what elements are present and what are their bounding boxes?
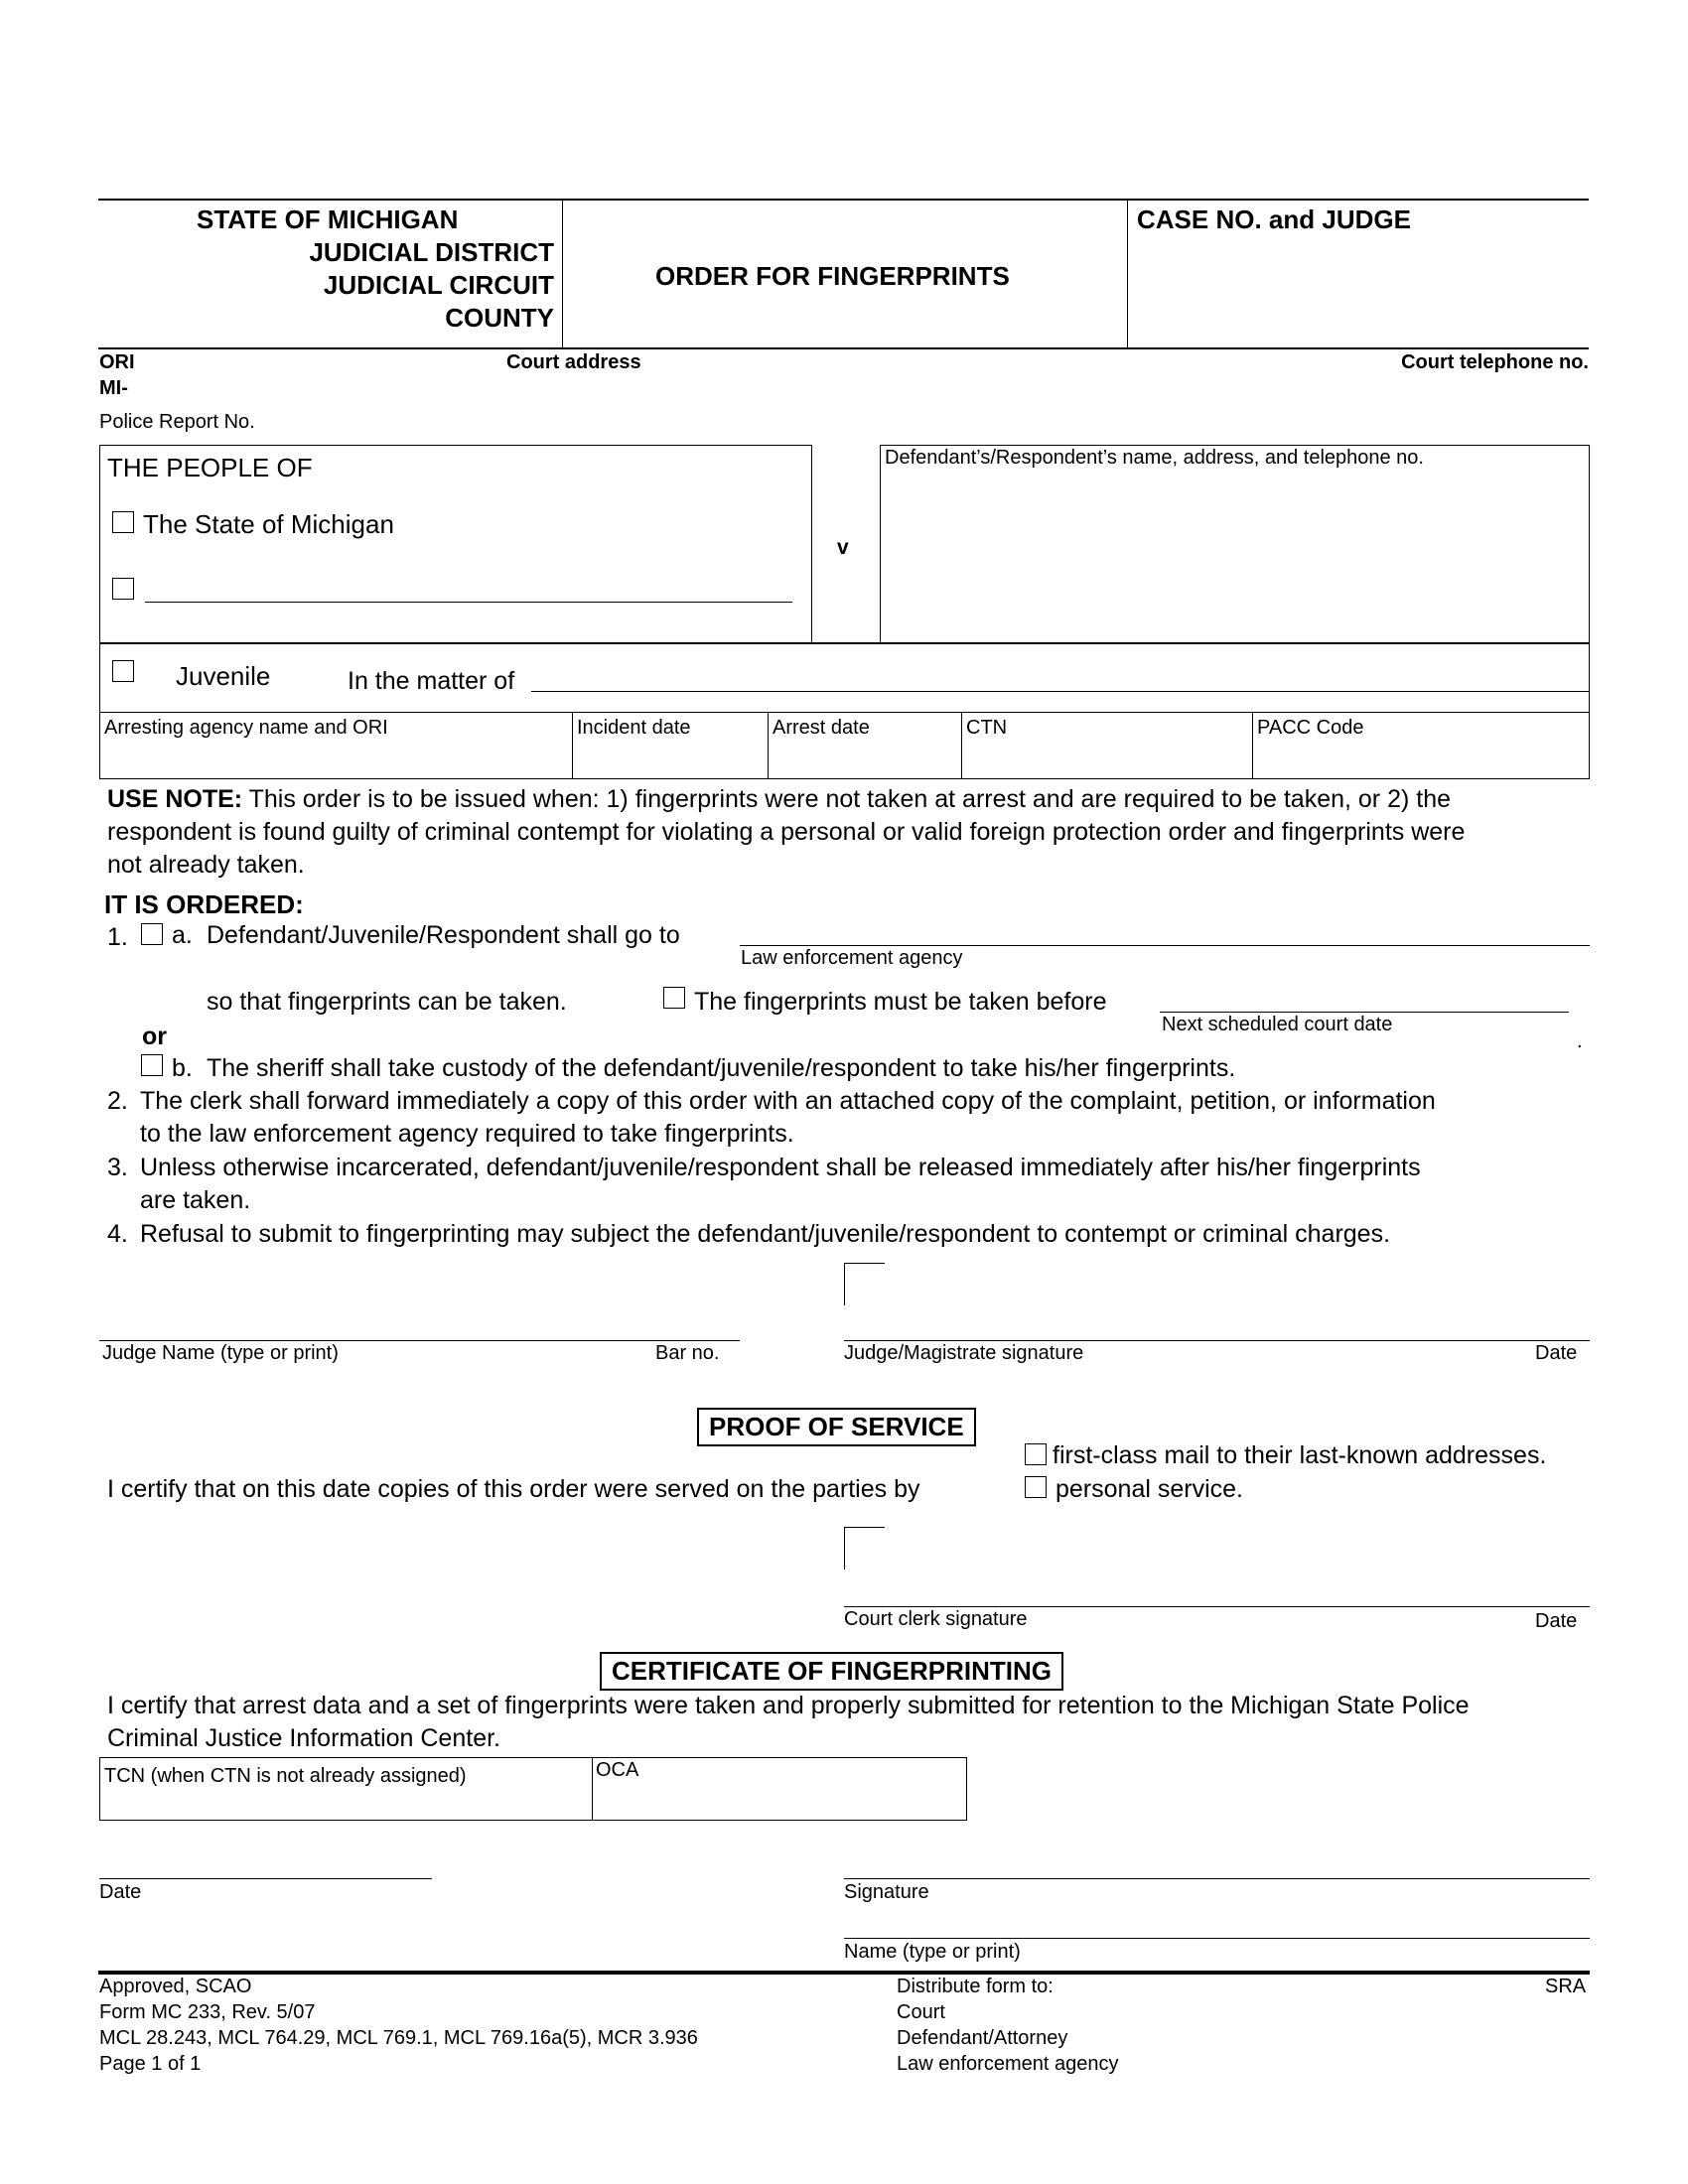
state-of-michigan-label: The State of Michigan <box>143 509 394 539</box>
arrest-date-label: Arrest date <box>773 717 870 739</box>
first-class-mail-label: first-class mail to their last-known addresses. <box>1053 1441 1547 1469</box>
item1a-continuation: so that fingerprints can be taken. <box>207 988 567 1016</box>
footer-dist-defendant: Defendant/Attorney <box>897 2027 1068 2049</box>
judge-signature-label: Judge/Magistrate signature <box>844 1342 1084 1364</box>
incident-date-label: Incident date <box>577 717 691 739</box>
matter-of-label: In the matter of <box>348 667 515 695</box>
law-agency-label: Law enforcement agency <box>741 947 963 969</box>
personal-service-label: personal service. <box>1055 1475 1243 1503</box>
item3-number: 3. <box>107 1154 128 1181</box>
judge-signature-line[interactable] <box>844 1340 1590 1341</box>
court-district: JUDICIAL DISTRICT <box>309 237 554 267</box>
juvenile-right-edge <box>1589 642 1590 712</box>
cert-date-line[interactable] <box>99 1878 432 1879</box>
info-div-2 <box>768 712 769 779</box>
cert-date-label: Date <box>99 1881 142 1903</box>
oca-label: OCA <box>596 1759 639 1781</box>
item1b-text: The sheriff shall take custody of the defendant/juvenile/respondent to take his/her fingerprints. <box>207 1054 1236 1082</box>
item3-line2: are taken. <box>140 1186 251 1214</box>
footer-mcl: MCL 28.243, MCL 764.29, MCL 769.1, MCL 769.16a(5), MCR 3.936 <box>99 2027 698 2049</box>
case-no-label: CASE NO. and JUDGE <box>1137 205 1411 234</box>
court-address-label: Court address <box>506 351 641 373</box>
use-note-label: USE NOTE: <box>107 785 243 813</box>
defendant-label: Defendant’s/Respondent’s name, address, and telephone no. <box>885 447 1424 469</box>
first-class-mail-checkbox[interactable] <box>1025 1443 1047 1465</box>
info-div-1 <box>572 712 573 779</box>
item3-line1: Unless otherwise incarcerated, defendant/juvenile/respondent shall be released immediately after his/her fingerprints <box>140 1154 1421 1181</box>
footer-form: Form MC 233, Rev. 5/07 <box>99 2001 316 2023</box>
clerk-date-label: Date <box>1535 1610 1578 1632</box>
court-state: STATE OF MICHIGAN <box>197 205 459 234</box>
footer-approved: Approved, SCAO <box>99 1976 252 1997</box>
item2-line2: to the law enforcement agency required to take fingerprints. <box>140 1120 794 1148</box>
header-bottom-rule <box>98 347 1589 349</box>
certificate-heading: CERTIFICATE OF FINGERPRINTING <box>600 1652 1063 1691</box>
clerk-signature-label: Court clerk signature <box>844 1608 1028 1630</box>
cert-name-line[interactable] <box>844 1938 1590 1939</box>
cert-signature-label: Signature <box>844 1881 929 1903</box>
tcn-label: TCN (when CTN is not already assigned) <box>104 1765 467 1787</box>
item4-number: 4. <box>107 1220 128 1248</box>
judge-signature-bracket <box>844 1263 885 1305</box>
footer-dist-court: Court <box>897 2001 945 2023</box>
item1-number: 1. <box>107 923 128 951</box>
item2-line1: The clerk shall forward immediately a copy of this order with an attached copy of the complaint, petition, or information <box>140 1087 1436 1115</box>
use-note-line1 <box>107 785 1451 814</box>
footer-sra: SRA <box>1545 1976 1587 1997</box>
cert-name-label: Name (type or print) <box>844 1941 1021 1963</box>
pacc-label: PACC Code <box>1257 717 1364 739</box>
court-phone-label: Court telephone no. <box>1401 351 1589 373</box>
use-note-line2: respondent is found guilty of criminal contempt for violating a personal or valid foreign protection order and fingerprints were <box>107 818 1466 846</box>
header-divider-2 <box>1127 201 1128 347</box>
or-label: or <box>142 1023 167 1050</box>
ctn-label: CTN <box>966 717 1008 739</box>
juvenile-row-top <box>99 642 1590 644</box>
people-of-label: THE PEOPLE OF <box>107 453 313 482</box>
form-title: ORDER FOR FINGERPRINTS <box>655 261 1010 291</box>
next-date-label: Next scheduled court date <box>1162 1014 1393 1035</box>
item1b-checkbox[interactable] <box>141 1054 163 1076</box>
matter-of-line[interactable] <box>531 691 1589 692</box>
court-circuit: JUDICIAL CIRCUIT <box>323 270 554 300</box>
item1b-prefix: b. <box>172 1054 193 1082</box>
item1a-prefix: a. <box>172 921 193 949</box>
before-date-text: The fingerprints must be taken before <box>694 988 1107 1016</box>
certificate-line1: I certify that arrest data and a set of fingerprints were taken and properly submitted for retention to the Michigan State Police <box>107 1692 1470 1719</box>
bar-no-label: Bar no. <box>655 1342 720 1364</box>
other-plaintiff-checkbox[interactable] <box>112 578 134 600</box>
item1a-text: Defendant/Juvenile/Respondent shall go to <box>207 921 680 949</box>
item2-number: 2. <box>107 1087 128 1115</box>
info-div-4 <box>1252 712 1253 779</box>
juvenile-checkbox[interactable] <box>112 660 134 682</box>
footer-distribute: Distribute form to: <box>897 1976 1054 1997</box>
footer-rule <box>98 1971 1590 1975</box>
police-report-label: Police Report No. <box>99 411 255 433</box>
juvenile-label: Juvenile <box>176 661 271 691</box>
versus-label: v <box>837 536 849 559</box>
next-date-line[interactable] <box>1160 1012 1569 1013</box>
judge-date-label: Date <box>1535 1342 1578 1364</box>
proof-of-service-heading: PROOF OF SERVICE <box>697 1408 976 1446</box>
personal-service-checkbox[interactable] <box>1025 1476 1047 1498</box>
ordered-heading: IT IS ORDERED: <box>104 889 304 919</box>
mi-label: MI- <box>99 377 128 399</box>
clerk-signature-bracket <box>844 1527 885 1570</box>
use-note-text1: This order is to be issued when: 1) fingerprints were not taken at arrest and are required to be taken, or 2) the <box>242 785 1451 813</box>
judge-name-label: Judge Name (type or print) <box>102 1342 339 1364</box>
before-date-checkbox[interactable] <box>663 987 685 1009</box>
law-agency-line[interactable] <box>740 945 1590 946</box>
footer-page: Page 1 of 1 <box>99 2053 202 2075</box>
judge-name-line[interactable] <box>99 1340 740 1341</box>
certificate-line2: Criminal Justice Information Center. <box>107 1724 500 1752</box>
use-note-line3: not already taken. <box>107 851 305 879</box>
juvenile-left-edge <box>99 642 100 712</box>
court-county: COUNTY <box>445 303 554 333</box>
proof-certify-text: I certify that on this date copies of this order were served on the parties by <box>107 1475 920 1503</box>
footer-dist-law: Law enforcement agency <box>897 2053 1119 2075</box>
item1a-checkbox[interactable] <box>141 923 163 945</box>
header-divider-1 <box>562 201 563 347</box>
ori-label: ORI <box>99 351 135 373</box>
arresting-agency-label: Arresting agency name and ORI <box>104 717 388 739</box>
next-date-period: . <box>1577 1030 1583 1052</box>
item4-text: Refusal to submit to fingerprinting may subject the defendant/juvenile/respondent to contempt or criminal charges. <box>140 1220 1391 1248</box>
other-plaintiff-line[interactable] <box>145 602 792 603</box>
info-div-3 <box>961 712 962 779</box>
clerk-signature-line[interactable] <box>844 1606 1590 1607</box>
header-top-rule <box>98 199 1589 201</box>
tcn-oca-divider <box>592 1757 593 1821</box>
state-of-michigan-checkbox[interactable] <box>112 511 134 533</box>
defendant-box[interactable] <box>880 445 1590 643</box>
cert-signature-line[interactable] <box>844 1878 1590 1879</box>
